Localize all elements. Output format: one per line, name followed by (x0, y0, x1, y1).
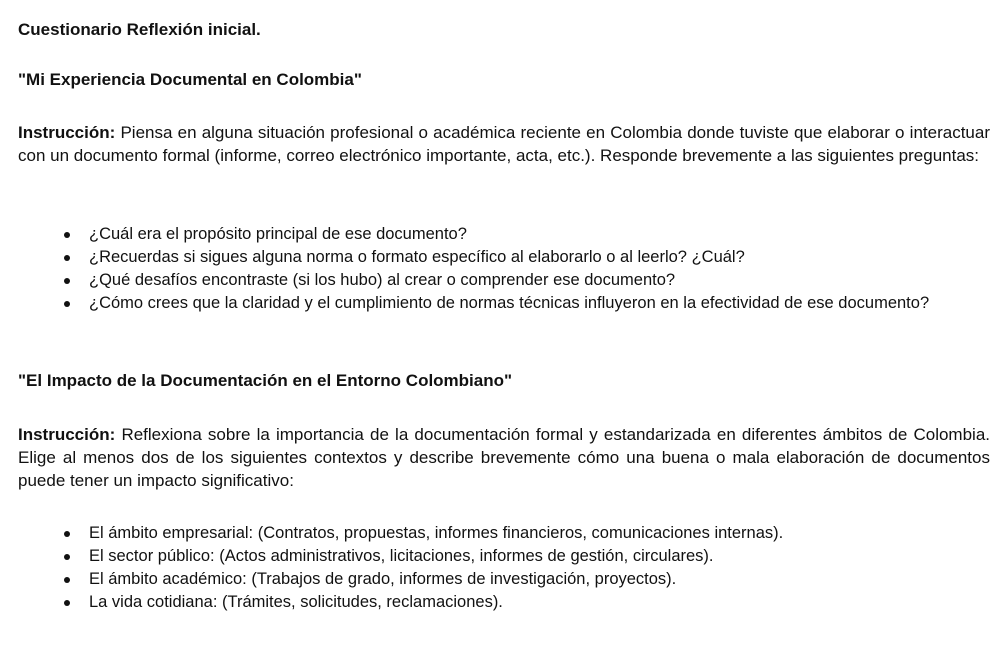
section1-instruction-label: Instrucción: (18, 123, 116, 142)
list-item (18, 246, 990, 269)
section2-instruction-text: Reflexiona sobre la importancia de la documentación formal y estandarizada en diferentes ámbitos de Colombia. Elige al menos dos de los siguientes contextos y describe brevemente cómo una buena o mala elaboración de documentos puede tener un impacto significativo: (18, 425, 990, 490)
section1-instruction-text: Piensa en alguna situación profesional o académica reciente en Colombia donde tuviste que elaborar o interactuar con un documento formal (informe, correo electrónico importante, acta, etc.). Responde brevemente a las siguientes preguntas: (18, 123, 990, 165)
section2-title: "El Impacto de la Documentación en el Entorno Colombiano" (18, 371, 513, 390)
list-item (18, 568, 990, 591)
question-text: ¿Cómo crees que la claridad y el cumplimiento de normas técnicas influyeron en la efectividad de ese documento? (89, 294, 930, 312)
bullet-icon (64, 600, 70, 606)
bullet-icon (64, 278, 70, 284)
section1-title: "Mi Experiencia Documental en Colombia" (18, 70, 362, 89)
section1-instruction (18, 121, 990, 167)
question-text: ¿Qué desafíos encontraste (si los hubo) al crear o comprender ese documento? (89, 271, 676, 289)
list-item (18, 522, 990, 545)
context-text: El ámbito académico: (Trabajos de grado, informes de investigación, proyectos). (89, 570, 677, 588)
question-text: ¿Cuál era el propósito principal de ese documento? (89, 225, 467, 243)
bullet-icon (64, 554, 70, 560)
context-text: El ámbito empresarial: (Contratos, propuestas, informes financieros, comunicaciones internas). (89, 524, 784, 542)
bullet-icon (64, 531, 70, 537)
section2-instruction (18, 423, 990, 492)
document-title: Cuestionario Reflexión inicial. (18, 20, 261, 39)
bullet-icon (64, 301, 70, 307)
section1-question-list (18, 223, 990, 315)
list-item (18, 292, 990, 315)
list-item (18, 591, 990, 614)
list-item (18, 545, 990, 568)
list-item (18, 223, 990, 246)
bullet-icon (64, 577, 70, 583)
section2-instruction-label: Instrucción: (18, 425, 116, 444)
bullet-icon (64, 232, 70, 238)
list-item (18, 269, 990, 292)
context-text: La vida cotidiana: (Trámites, solicitudes, reclamaciones). (89, 593, 503, 611)
bullet-icon (64, 255, 70, 261)
section2-context-list (18, 522, 990, 614)
question-text: ¿Recuerdas si sigues alguna norma o formato específico al elaborarlo o al leerlo? ¿Cuál? (89, 248, 745, 266)
context-text: El sector público: (Actos administrativos, licitaciones, informes de gestión, circulares). (89, 547, 714, 565)
